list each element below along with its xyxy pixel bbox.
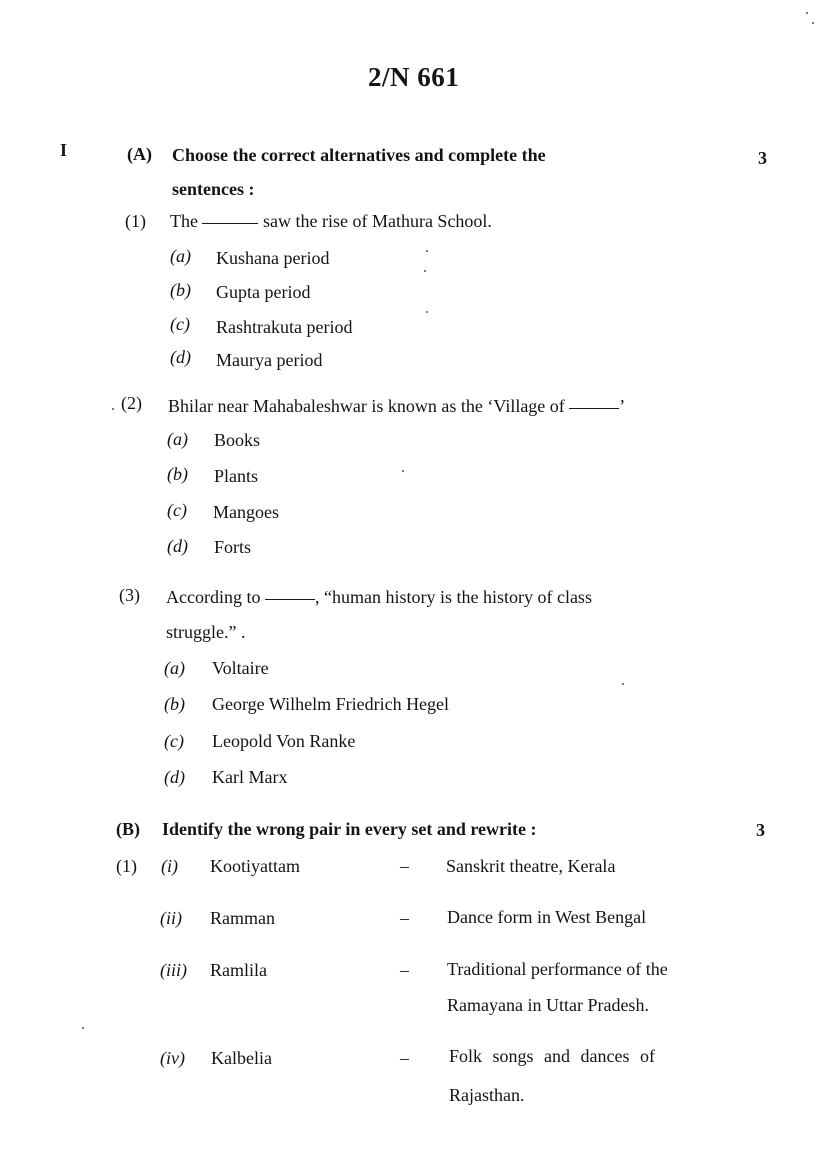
pair-dash: – — [400, 960, 409, 980]
scan-speck — [806, 12, 808, 14]
q3-stem-cont: struggle.” . — [166, 622, 246, 642]
pair-right-cont: Ramayana in Uttar Pradesh. — [447, 995, 649, 1015]
q2-option-letter: (a) — [167, 429, 188, 449]
pair-dash: – — [400, 1048, 409, 1068]
q1-blank — [202, 222, 258, 224]
q3-option-text: George Wilhelm Friedrich Hegel — [212, 694, 450, 714]
section-a-marks: 3 — [758, 148, 767, 168]
q3-option-letter: (c) — [164, 731, 184, 751]
q3-option-letter: (a) — [164, 658, 185, 678]
q3-stem-before: According to — [166, 587, 261, 607]
scan-speck — [424, 270, 426, 272]
question-number: I — [60, 140, 68, 160]
q1-option-text: Rashtrakuta period — [216, 317, 353, 337]
section-b-instruction: Identify the wrong pair in every set and rewrite : — [162, 819, 537, 839]
pair-dash: – — [400, 908, 409, 928]
section-a-label: (A) — [127, 144, 152, 164]
q1-stem — [170, 211, 492, 232]
pair-left: Kalbelia — [211, 1048, 272, 1068]
section-b-label: (B) — [116, 819, 140, 839]
q2-option-text: Forts — [214, 537, 252, 557]
q1-option-letter: (c) — [170, 314, 190, 334]
q1-option-text: Maurya period — [216, 350, 323, 370]
scan-speck — [112, 408, 114, 410]
pair-right: Dance form in West Bengal — [447, 907, 647, 927]
q1-number: (1) — [125, 211, 146, 231]
pair-left: Kootiyattam — [210, 856, 300, 876]
pair-right: Traditional performance of the — [447, 959, 668, 979]
section-a-instruction-cont: sentences : — [172, 179, 255, 199]
scan-speck — [426, 250, 428, 252]
q1-stem-after: saw the rise of Mathura School. — [262, 211, 492, 231]
scan-speck — [82, 1027, 84, 1029]
pair-left: Ramman — [210, 908, 275, 928]
q2-option-text: Plants — [214, 466, 259, 486]
scan-speck — [426, 311, 428, 313]
q1-option-letter: (b) — [170, 280, 191, 300]
pair-number: (iii) — [160, 960, 187, 980]
q2-stem — [168, 396, 625, 417]
q1-option-letter: (a) — [170, 246, 191, 266]
q2-option-text: Mangoes — [213, 502, 279, 522]
q2-number: (2) — [121, 393, 142, 413]
section-b-marks: 3 — [756, 820, 765, 840]
scan-speck — [402, 470, 404, 472]
q2-blank — [569, 407, 619, 409]
q1-stem-before: The — [170, 211, 198, 231]
q1-option-text: Gupta period — [216, 282, 311, 302]
pair-dash: – — [400, 856, 409, 876]
pair-right-cont: Rajasthan. — [449, 1085, 525, 1105]
q2-option-letter: (c) — [167, 500, 187, 520]
q2-option-text: Books — [214, 430, 261, 450]
q1-option-letter: (d) — [170, 347, 191, 367]
pair-number: (iv) — [160, 1048, 185, 1068]
q2-option-letter: (b) — [167, 464, 188, 484]
section-a-instruction: Choose the correct alternatives and complete the — [172, 145, 546, 165]
q3-option-text: Karl Marx — [212, 767, 288, 787]
q3-stem — [166, 587, 592, 608]
pair-right: Folk songs and dances of — [449, 1046, 655, 1066]
q1-option-text: Kushana period — [216, 248, 330, 268]
pair-left: Ramlila — [210, 960, 267, 980]
paper-code: 2/N 661 — [368, 62, 460, 92]
pair-number: (ii) — [160, 908, 182, 928]
q3-option-text: Voltaire — [212, 658, 269, 678]
q2-stem-before: Bhilar near Mahabaleshwar is known as the ‘Village of — [168, 396, 565, 416]
q3-option-letter: (b) — [164, 694, 185, 714]
q2-stem-after: ’ — [619, 396, 626, 416]
set-number: (1) — [116, 856, 137, 876]
scan-speck — [812, 22, 814, 24]
pair-number: (i) — [161, 856, 178, 876]
q3-number: (3) — [119, 585, 140, 605]
q2-option-letter: (d) — [167, 536, 188, 556]
q3-blank — [265, 598, 315, 600]
scan-speck — [622, 683, 624, 685]
q3-option-text: Leopold Von Ranke — [212, 731, 356, 751]
q3-stem-after: , “human history is the history of class — [314, 587, 592, 607]
pair-right: Sanskrit theatre, Kerala — [446, 856, 616, 876]
q3-option-letter: (d) — [164, 767, 185, 787]
